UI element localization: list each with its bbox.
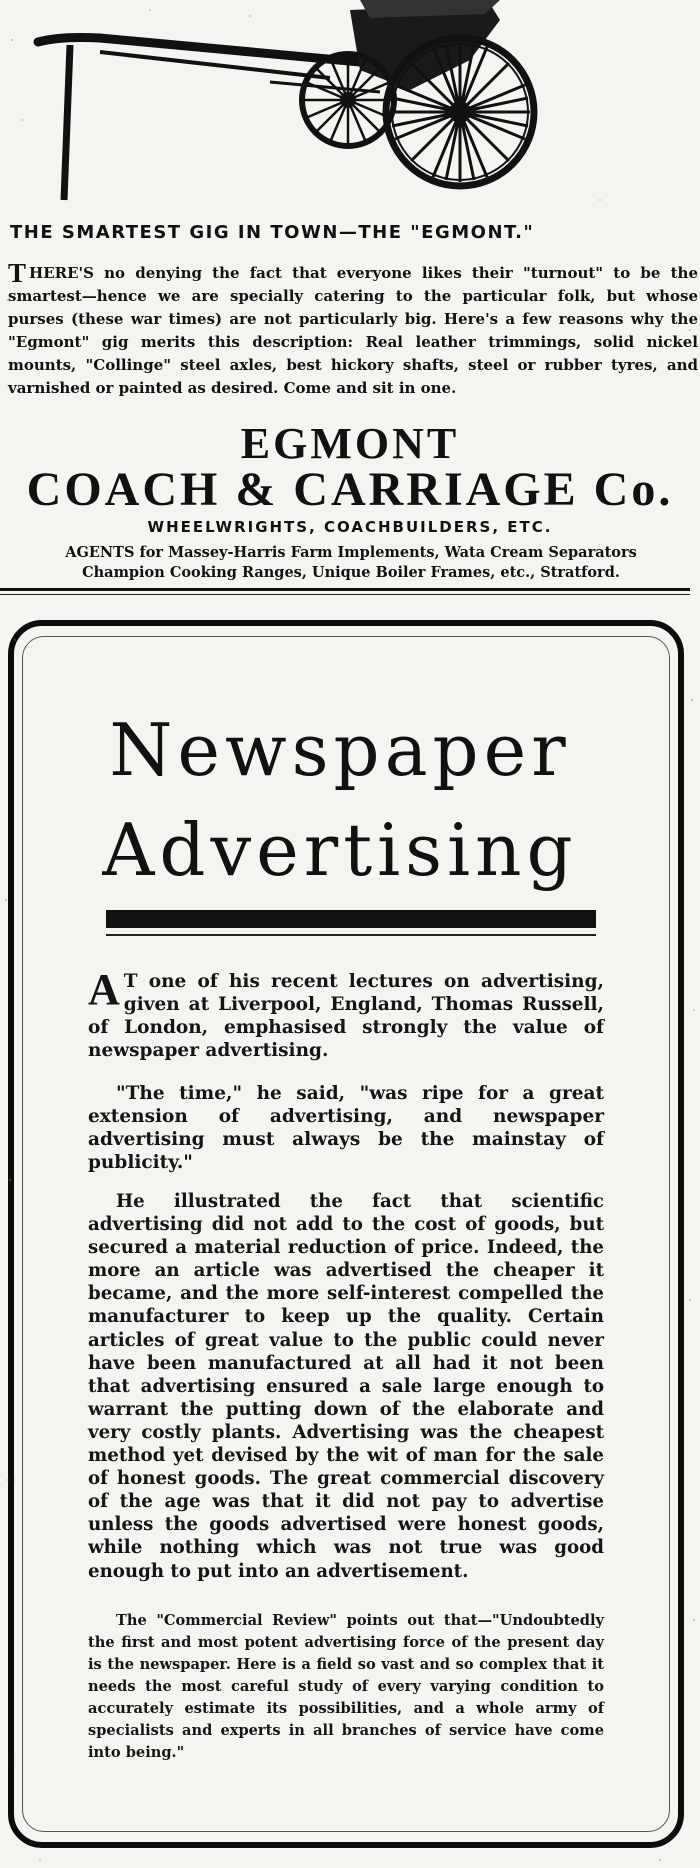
- article-dropcap: A: [88, 965, 120, 1014]
- article-title-line-1: Newspaper: [109, 708, 571, 792]
- agencies-line-2: Champion Cooking Ranges, Unique Boiler Frames, etc., Stratford.: [82, 564, 620, 581]
- article-paragraph-2: "The time," he said, "was ripe for a great extension of advertising, and newspaper advertising must always be the mainstay of publicity.": [88, 1083, 604, 1173]
- company-name-coach-carriage: COACH & CARRIAGE Co.: [26, 463, 674, 516]
- article-title: [60, 700, 620, 900]
- company-name-egmont: EGMONT: [240, 419, 460, 468]
- horse-gig-illustration: [30, 0, 610, 215]
- article-paragraph-4: The "Commercial Review" points out that—"Undoubtedly the first and most potent advertising force of the present day is the newspaper. Here is a field so vast and so complex that it needs the most careful study of every varying condition to accurately estimate its possibilities, and a whole army of specialists and experts in all branches of service have come into being.": [88, 1612, 604, 1761]
- title-underline-rule: [106, 934, 596, 936]
- section-divider-thin: [0, 594, 690, 595]
- gig-ad-body: HERE'S no denying the fact that everyone likes their "turnout" to be the smartest—hence we are specially catering to the particular folk, but whose purses (these war times) are not particularly big. Here's a few reasons why the "Egmont" gig merits this description: Real leather trimmings, solid nickel mounts, "Collinge" steel axles, best hickory shafts, steel or rubber tyres, and varnished or painted as desired. Come and sit in one.: [8, 264, 698, 397]
- article-paragraph-1-text: T one of his recent lectures on advertising, given at Liverpool, England, Thomas Russell, of London, emphasised strongly the value of newspaper advertising.: [88, 971, 604, 1061]
- gig-ad-copy: [8, 258, 698, 400]
- gig-ad-dropcap: T: [8, 258, 27, 288]
- company-agencies: [6, 543, 696, 583]
- title-underline-bar: [106, 910, 596, 928]
- agencies-line-1: AGENTS for Massey-Harris Farm Implements, Wata Cream Separators: [65, 544, 637, 561]
- gig-headline: THE SMARTEST GIG IN TOWN—THE "EGMONT.": [10, 222, 535, 243]
- section-divider: [0, 588, 690, 591]
- article-paragraph-3: He illustrated the fact that scientific advertising did not add to the cost of goods, but secured a material reduction of price. Indeed, the more an article was advertised the cheaper it became, and the more self-interest compelled the manufacturer to keep up the quality. Certain articles of great value to the public could never have been manufactured at all had it not been that advertising ensured a sale large enough to warrant the putting down of the elaborate and very costly plants. Advertising was the cheapest method yet devised by the wit of man for the sale of honest goods. The great commercial discovery of the age was that it did not pay to advertise unless the goods advertised were honest goods, while nothing which was not true was good enough to put into an advertisement.: [88, 1191, 604, 1582]
- company-trades: WHEELWRIGHTS, COACHBUILDERS, ETC.: [147, 518, 553, 536]
- article-title-line-2: Advertising: [102, 808, 578, 892]
- article-paragraph-1: [88, 965, 604, 1062]
